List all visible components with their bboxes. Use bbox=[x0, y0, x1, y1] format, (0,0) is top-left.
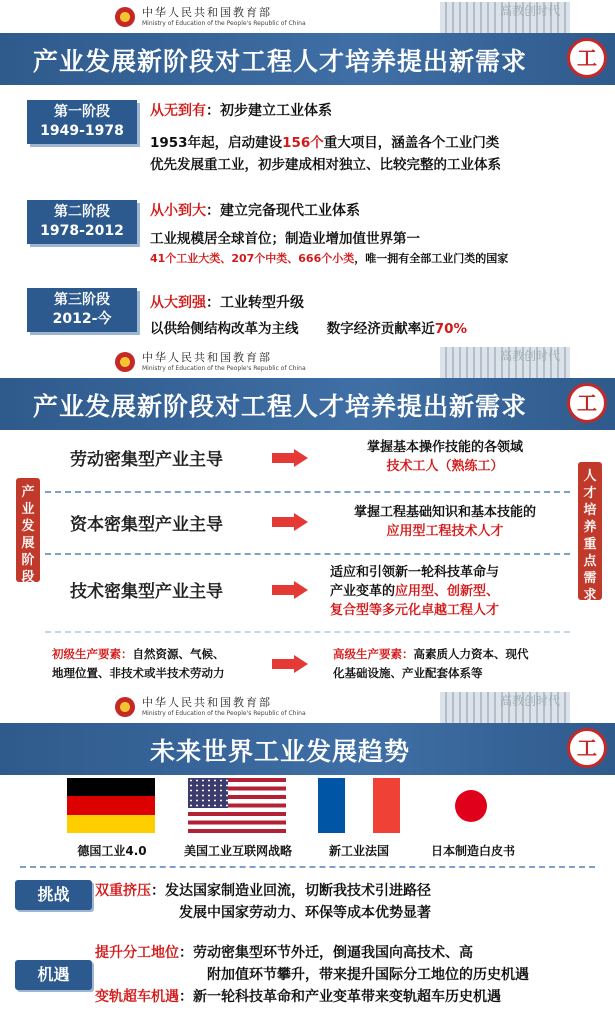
highlight: 70% bbox=[434, 321, 468, 337]
slide-title: 未来世界工业发展趋势 bbox=[149, 737, 410, 766]
engineering-logo-icon: 工 bbox=[567, 728, 607, 768]
slide-title: 产业发展新阶段对工程人才培养提出新需求 bbox=[32, 47, 527, 76]
germany-flag-icon bbox=[67, 778, 155, 833]
stage-years: 2012-今 bbox=[52, 311, 112, 327]
text: 掌握工程基础知识和基本技能的 bbox=[353, 505, 536, 520]
stage-3-heading bbox=[150, 292, 304, 312]
title-bar bbox=[0, 723, 615, 775]
divider bbox=[45, 491, 570, 493]
stage-years: 1949-1978 bbox=[40, 123, 124, 139]
highlight: 应用型、创新型、 bbox=[395, 584, 500, 599]
watermark: 高教创时代 bbox=[500, 4, 561, 18]
highlight: 高级生产要素： bbox=[333, 647, 414, 661]
industry-type-3: 技术密集型产业主导 bbox=[70, 582, 223, 602]
stage-1-box bbox=[27, 100, 137, 144]
low-level-factors bbox=[52, 645, 225, 683]
highlight: 复合型等多元化卓越工程人才 bbox=[330, 603, 500, 618]
stage-3-box bbox=[27, 288, 137, 332]
national-emblem-icon bbox=[115, 697, 135, 717]
stage-heading-red: 从小到大 bbox=[150, 203, 206, 219]
stage-3-detail bbox=[150, 318, 467, 340]
text: 工业规模居全球首位；制造业增加值世界第一 bbox=[150, 231, 420, 247]
header-bar bbox=[0, 690, 615, 723]
stage-name: 第二阶段 bbox=[54, 204, 110, 220]
text: 重大项目，涵盖各个工业门类 bbox=[323, 135, 500, 151]
france-flag-icon bbox=[318, 778, 400, 833]
talent-requirement-2 bbox=[320, 503, 570, 541]
stage-name: 第三阶段 bbox=[54, 292, 110, 308]
ministry-name-en: Ministry of Education of the People's Republic of China bbox=[142, 20, 306, 27]
ministry-name-en: Ministry of Education of the People's Republic of China bbox=[142, 710, 306, 717]
ministry-name-cn: 中华人民共和国教育部 bbox=[142, 696, 272, 709]
text: 附加值环节攀升，带来提升国际分工地位的历史机遇 bbox=[207, 967, 529, 983]
text: 以供给侧结构改革为主线 数字经济贡献率近 bbox=[150, 321, 435, 337]
stage-1-detail bbox=[150, 132, 501, 176]
highlight: 双重挤压 bbox=[95, 883, 151, 899]
watermark: 高教创时代 bbox=[500, 349, 561, 363]
text: 高素质人力资本、现代 bbox=[413, 647, 529, 661]
text: ，唯一拥有全部工业门类的国家 bbox=[354, 252, 509, 265]
right-arrow-icon bbox=[272, 655, 310, 673]
divider bbox=[20, 866, 595, 868]
watermark: 高教创时代 bbox=[500, 694, 561, 708]
stage-heading-red: 从大到强 bbox=[150, 295, 206, 311]
text: 发展中国家劳动力、环保等成本优势显著 bbox=[179, 905, 431, 921]
divider bbox=[45, 553, 570, 555]
talent-requirement-3 bbox=[330, 563, 580, 620]
title-bar bbox=[0, 378, 615, 430]
text: ：发达国家制造业回流，切断我技术引进路径 bbox=[151, 883, 431, 899]
text: 产业变革的 bbox=[330, 584, 396, 599]
highlight: 41个工业大类、 bbox=[150, 252, 232, 265]
flag-label-japan: 日本制造白皮书 bbox=[430, 844, 515, 858]
ministry-name-cn: 中华人民共和国教育部 bbox=[142, 351, 272, 364]
slide-world-trends bbox=[0, 690, 615, 1020]
right-arrow-icon bbox=[272, 581, 310, 599]
high-level-factors bbox=[333, 645, 529, 683]
left-vertical-label: 产业发展阶段 bbox=[16, 478, 40, 582]
title-bar bbox=[0, 33, 615, 85]
text: ：劳动密集型环节外迁，倒逼我国向高技术、高 bbox=[179, 945, 473, 961]
highlight: 156个 bbox=[282, 135, 324, 151]
text: 适应和引领新一轮科技革命与 bbox=[330, 565, 500, 580]
right-vertical-label: 人才培养重点需求 bbox=[578, 462, 602, 600]
talent-requirement-1 bbox=[320, 438, 570, 476]
stage-1-heading bbox=[150, 100, 332, 120]
highlight: 技术工人（熟练工） bbox=[386, 459, 504, 474]
text: 掌握基本操作技能的各领域 bbox=[366, 440, 523, 455]
stage-heading-red: 从无到有 bbox=[150, 103, 206, 119]
stage-years: 1978-2012 bbox=[40, 223, 124, 239]
slide-industry-stages bbox=[0, 0, 615, 345]
stage-2-box bbox=[27, 200, 137, 244]
text: 地理位置、非技术或半技术劳动力 bbox=[52, 666, 225, 680]
stage-name: 第一阶段 bbox=[54, 104, 110, 120]
text: 优先发展重工业，初步建成相对独立、比较完整的工业体系 bbox=[150, 157, 501, 173]
header-bar bbox=[0, 345, 615, 378]
industry-type-2: 资本密集型产业主导 bbox=[70, 515, 223, 535]
stage-2-heading bbox=[150, 200, 360, 220]
engineering-logo-icon: 工 bbox=[567, 383, 607, 423]
stage-heading-text: ：工业转型升级 bbox=[206, 295, 304, 311]
japan-flag-icon bbox=[430, 778, 512, 833]
highlight: 应用型工程技术人才 bbox=[386, 524, 504, 539]
engineering-logo-icon: 工 bbox=[567, 38, 607, 78]
highlight: 变轨超车机遇 bbox=[95, 989, 179, 1005]
highlight: 207个中类、 bbox=[231, 252, 299, 265]
text: 1953年起，启动建设 bbox=[150, 135, 283, 151]
right-arrow-icon bbox=[272, 449, 310, 467]
national-emblem-icon bbox=[115, 352, 135, 372]
usa-flag-icon bbox=[188, 778, 286, 833]
highlight: 提升分工地位 bbox=[95, 945, 179, 961]
stage-heading-text: ：初步建立工业体系 bbox=[206, 103, 332, 119]
header-bar bbox=[0, 0, 615, 33]
text: 化基础设施、产业配套体系等 bbox=[333, 666, 483, 680]
flag-label-france: 新工业法国 bbox=[328, 844, 389, 858]
text: ：新一轮科技革命和产业变革带来变轨超车历史机遇 bbox=[179, 989, 501, 1005]
highlight: 初级生产要素： bbox=[52, 647, 133, 661]
ministry-name-en: Ministry of Education of the People's Republic of China bbox=[142, 365, 306, 372]
slide-talent-needs bbox=[0, 345, 615, 690]
challenge-tag: 挑战 bbox=[15, 880, 92, 910]
industry-type-1: 劳动密集型产业主导 bbox=[70, 450, 223, 470]
national-emblem-icon bbox=[115, 7, 135, 27]
right-arrow-icon bbox=[272, 513, 310, 531]
ministry-name-cn: 中华人民共和国教育部 bbox=[142, 6, 272, 19]
highlight: 666个小类 bbox=[298, 252, 355, 265]
text: 自然资源、气候、 bbox=[132, 647, 225, 661]
slide-title: 产业发展新阶段对工程人才培养提出新需求 bbox=[32, 392, 527, 421]
flag-label-germany: 德国工业4.0 bbox=[77, 844, 147, 858]
stage-heading-text: ：建立完备现代工业体系 bbox=[206, 203, 360, 219]
opportunity-tag: 机遇 bbox=[15, 960, 92, 990]
opportunity-text bbox=[95, 942, 529, 1008]
flag-label-usa: 美国工业互联网战略 bbox=[183, 844, 292, 858]
divider bbox=[45, 631, 570, 633]
challenge-text bbox=[95, 880, 431, 924]
stage-2-detail bbox=[150, 230, 508, 268]
